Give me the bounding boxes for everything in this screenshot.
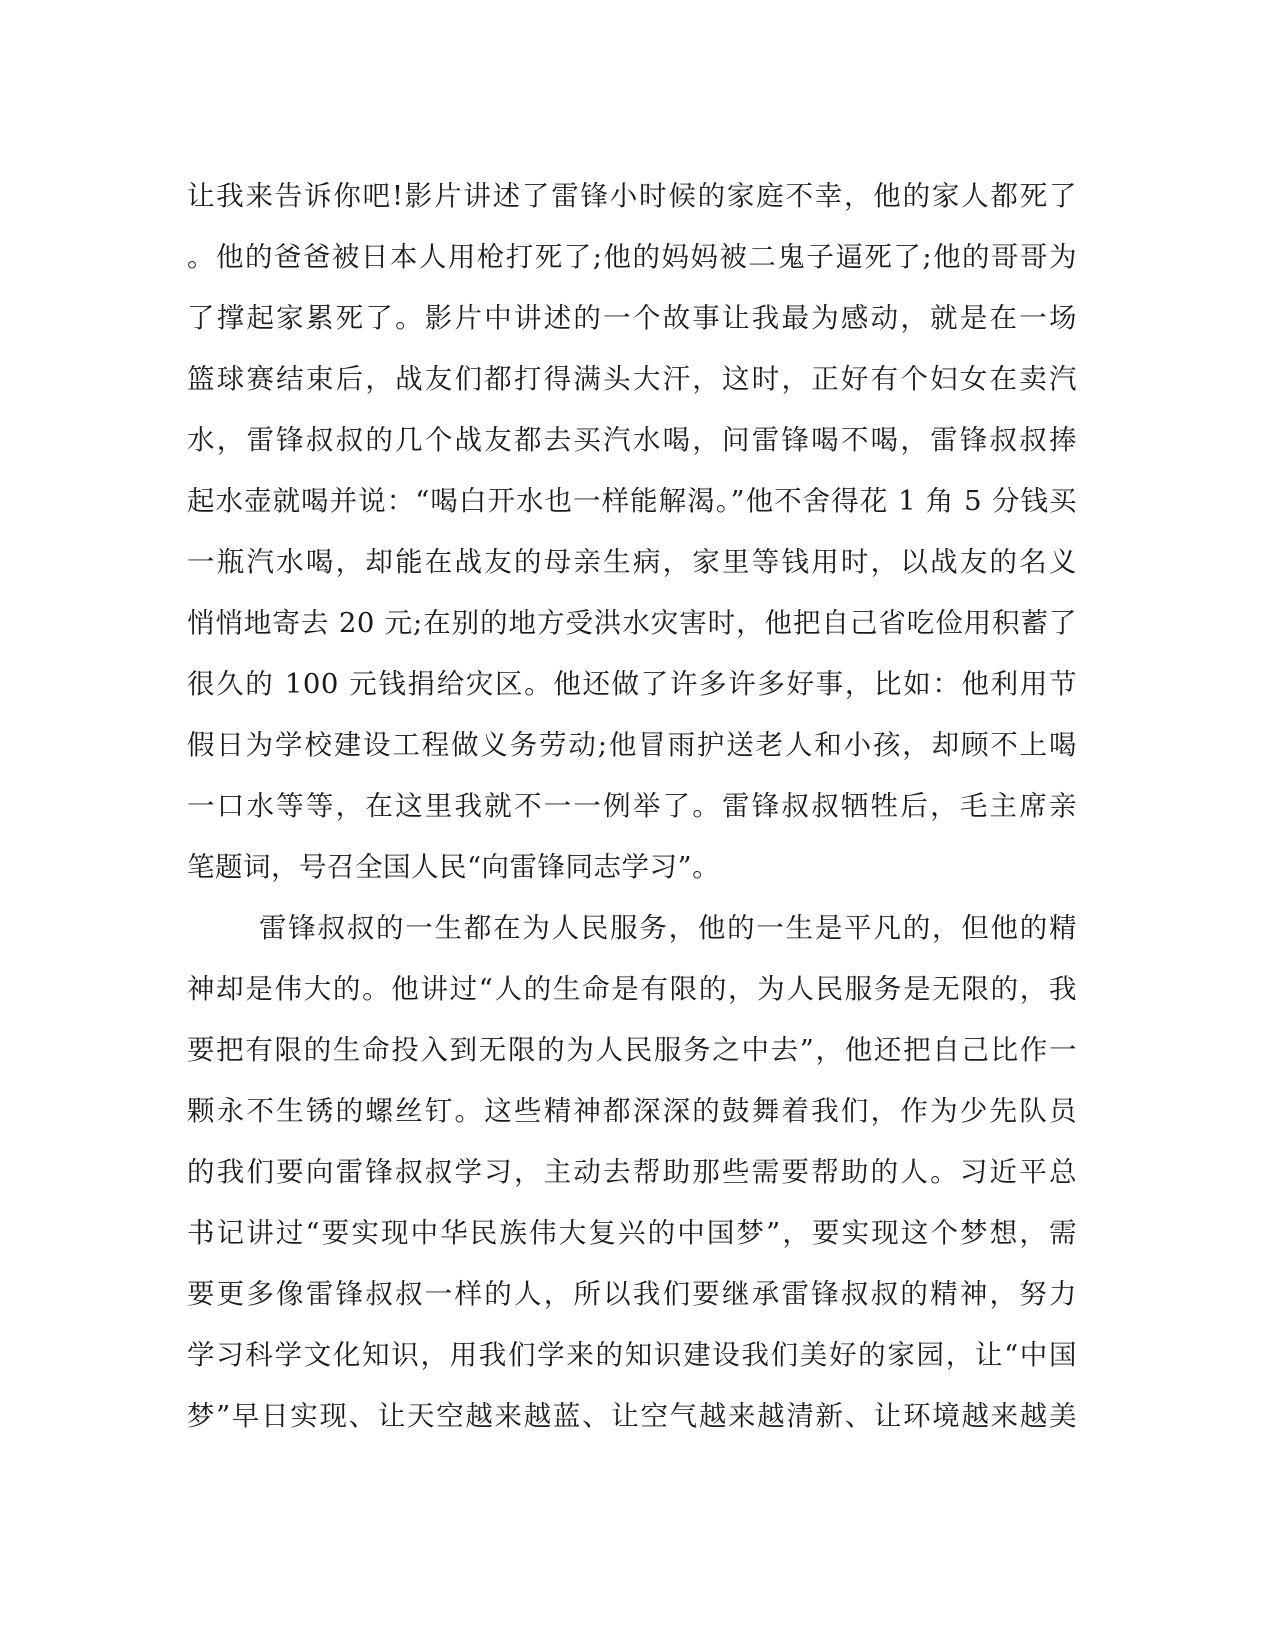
paragraph-start-line: 雷锋叔叔的一生都在为人民服务，他的一生是平凡的，但他的精 [259,912,1077,944]
text-line: 学习科学文化知识，用我们学来的知识建设我们美好的家园，让“中国 [187,1339,1077,1371]
text-line: 了撑起家累死了。影片中讲述的一个故事让我最为感动，就是在一场 [187,302,1077,334]
text-line: 假日为学校建设工程做义务劳动;他冒雨护送老人和小孩，却顾不上喝 [187,729,1077,761]
text-line: 篮球赛结束后，战友们都打得满头大汗，这时，正好有个妇女在卖汽 [187,363,1077,395]
text-line: 梦”早日实现、让天空越来越蓝、让空气越来越清新、让环境越来越美 [187,1400,1077,1432]
text-line: 的我们要向雷锋叔叔学习，主动去帮助那些需要帮助的人。习近平总 [187,1156,1077,1188]
text-line: 悄悄地寄去 20 元;在别的地方受洪水灾害时，他把自己省吃俭用积蓄了 [187,607,1077,639]
text-line: 颗永不生锈的螺丝钉。这些精神都深深的鼓舞着我们，作为少先队员 [187,1095,1077,1127]
text-line: 要更多像雷锋叔叔一样的人，所以我们要继承雷锋叔叔的精神，努力 [187,1278,1077,1310]
text-line: 一口水等等，在这里我就不一一例举了。雷锋叔叔牺牲后，毛主席亲 [187,790,1077,822]
text-line: 要把有限的生命投入到无限的为人民服务之中去”，他还把自己比作一 [187,1034,1077,1066]
paragraph-end-line: 笔题词，号召全国人民“向雷锋同志学习”。 [187,851,721,883]
text-line: 书记讲过“要实现中华民族伟大复兴的中国梦”，要实现这个梦想，需 [187,1217,1077,1249]
text-line: 水，雷锋叔叔的几个战友都去买汽水喝，问雷锋喝不喝，雷锋叔叔捧 [187,424,1077,456]
text-line: 很久的 100 元钱捐给灾区。他还做了许多许多好事，比如：他利用节 [187,668,1077,700]
text-line: 让我来告诉你吧!影片讲述了雷锋小时候的家庭不幸，他的家人都死了 [187,180,1077,212]
document-body [187,166,1077,1447]
text-line: 。他的爸爸被日本人用枪打死了;他的妈妈被二鬼子逼死了;他的哥哥为 [187,241,1077,273]
text-line: 神却是伟大的。他讲过“人的生命是有限的，为人民服务是无限的，我 [187,973,1077,1005]
text-line: 起水壶就喝并说：“喝白开水也一样能解渴。”他不舍得花 1 角 5 分钱买 [187,485,1077,517]
text-line: 一瓶汽水喝，却能在战友的母亲生病，家里等钱用时，以战友的名义 [187,546,1077,578]
